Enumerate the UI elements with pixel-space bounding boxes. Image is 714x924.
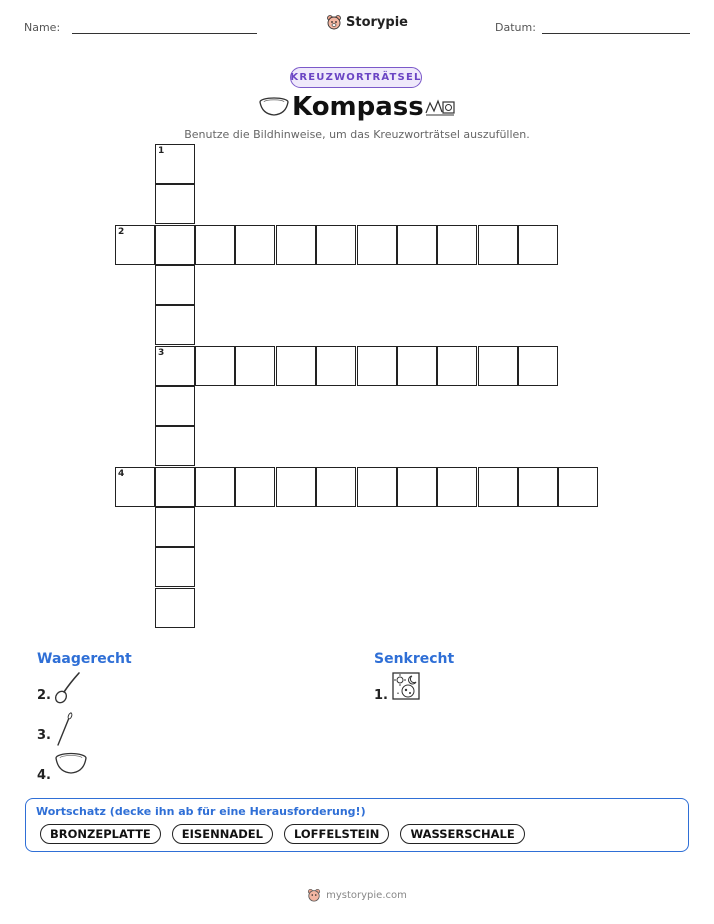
- clue-number-1: 1: [158, 146, 165, 156]
- grid-cell[interactable]: [155, 225, 195, 265]
- clue-number-2: 2: [118, 227, 125, 237]
- grid-cell[interactable]: [195, 467, 235, 507]
- grid-cell[interactable]: [155, 426, 195, 466]
- grid-cell[interactable]: [437, 346, 477, 386]
- bear-icon: [326, 14, 342, 30]
- word-bank-title: Wortschatz (decke ihn ab für eine Herausforderung!): [36, 805, 366, 818]
- footer-url[interactable]: mystorypie.com: [326, 889, 407, 901]
- grid-cell[interactable]: [357, 467, 397, 507]
- grid-cell[interactable]: [357, 346, 397, 386]
- sky-symbols-icon: [392, 672, 420, 700]
- across-heading: Waagerecht: [37, 651, 132, 667]
- grid-cell[interactable]: [397, 346, 437, 386]
- date-line[interactable]: [542, 33, 690, 34]
- footer: [0, 888, 714, 902]
- compass-drawing-icon: [424, 97, 456, 117]
- grid-cell[interactable]: [155, 144, 195, 184]
- grid-cell[interactable]: [115, 225, 155, 265]
- grid-cell[interactable]: [316, 467, 356, 507]
- bowl-icon: [258, 96, 290, 118]
- clue-number-4: 4: [118, 469, 125, 479]
- grid-cell[interactable]: [357, 225, 397, 265]
- grid-cell[interactable]: [155, 467, 195, 507]
- grid-cell[interactable]: [155, 265, 195, 305]
- grid-cell[interactable]: [235, 467, 275, 507]
- word-bank-item: WASSERSCHALE: [400, 824, 524, 844]
- grid-cell[interactable]: [478, 467, 518, 507]
- grid-cell[interactable]: [558, 467, 598, 507]
- grid-cell[interactable]: [155, 346, 195, 386]
- grid-cell[interactable]: [478, 225, 518, 265]
- word-bank-list: [40, 824, 525, 844]
- grid-cell[interactable]: [235, 346, 275, 386]
- word-bank-item: LOFFELSTEIN: [284, 824, 389, 844]
- clue-number-3: 3: [158, 348, 165, 358]
- grid-cell[interactable]: [155, 588, 195, 628]
- grid-cell[interactable]: [316, 225, 356, 265]
- across-clue-number: 4.: [37, 768, 51, 783]
- across-clue-number: 3.: [37, 728, 51, 743]
- grid-cell[interactable]: [397, 225, 437, 265]
- word-bank: [25, 798, 689, 852]
- grid-cell[interactable]: [397, 467, 437, 507]
- grid-cell[interactable]: [155, 547, 195, 587]
- grid-cell[interactable]: [155, 305, 195, 345]
- down-heading: Senkrecht: [374, 651, 455, 667]
- grid-cell[interactable]: [195, 346, 235, 386]
- word-bank-item: BRONZEPLATTE: [40, 824, 161, 844]
- grid-cell[interactable]: [195, 225, 235, 265]
- grid-cell[interactable]: [478, 346, 518, 386]
- grid-cell[interactable]: [518, 467, 558, 507]
- brand-name: Storypie: [346, 14, 408, 30]
- grid-cell[interactable]: [155, 507, 195, 547]
- grid-cell[interactable]: [155, 184, 195, 224]
- bear-icon: [307, 888, 321, 902]
- name-line[interactable]: [72, 33, 257, 34]
- brand-logo: [326, 14, 408, 30]
- puzzle-type-badge: KREUZWORTRÄTSEL: [290, 67, 422, 88]
- grid-cell[interactable]: [316, 346, 356, 386]
- grid-cell[interactable]: [276, 467, 316, 507]
- spoon-icon: [54, 671, 82, 705]
- grid-cell[interactable]: [518, 225, 558, 265]
- grid-cell[interactable]: [276, 225, 316, 265]
- down-clue-number: 1.: [374, 688, 388, 703]
- page-title: Kompass: [292, 92, 424, 122]
- date-label: Datum:: [495, 21, 536, 34]
- grid-cell[interactable]: [235, 225, 275, 265]
- grid-cell[interactable]: [115, 467, 155, 507]
- word-bank-item: EISENNADEL: [172, 824, 273, 844]
- instructions: Benutze die Bildhinweise, um das Kreuzworträtsel auszufüllen.: [184, 128, 530, 141]
- bowl-icon: [54, 751, 88, 777]
- grid-cell[interactable]: [437, 467, 477, 507]
- grid-cell[interactable]: [518, 346, 558, 386]
- grid-cell[interactable]: [155, 386, 195, 426]
- name-label: Name:: [24, 21, 61, 34]
- grid-cell[interactable]: [276, 346, 316, 386]
- needle-icon: [55, 711, 75, 747]
- across-clue-number: 2.: [37, 688, 51, 703]
- grid-cell[interactable]: [437, 225, 477, 265]
